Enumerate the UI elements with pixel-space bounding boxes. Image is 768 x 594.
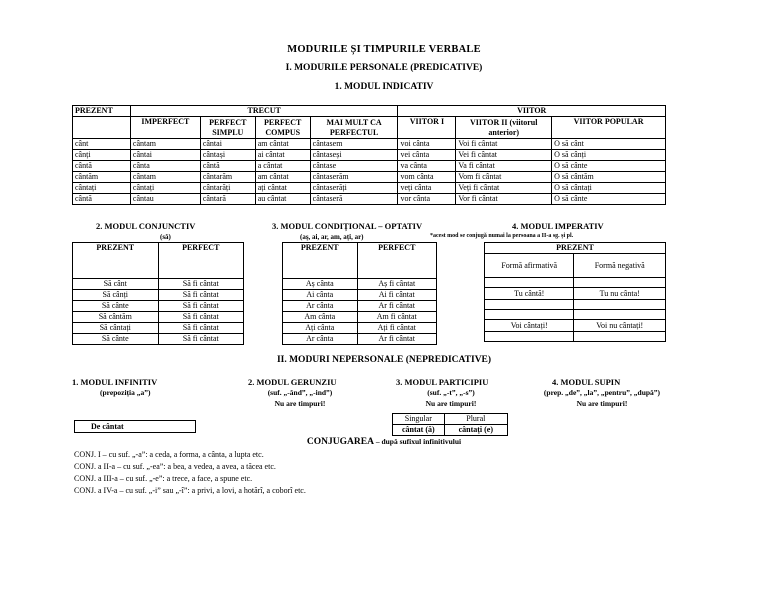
imperativ-afirmativ-header: Formă afirmativă [485, 254, 574, 278]
conditional-header-perfect: PERFECT [357, 243, 436, 279]
gerunziu-extra: Nu are timpuri! [274, 399, 326, 408]
header-trecut: TRECUT [130, 106, 398, 117]
conjunctiv-cell: Să fi cântat [158, 312, 244, 323]
participiu-extra: Nu are timpuri! [425, 399, 477, 408]
participiu-title: 3. MODUL PARTICIPIU [396, 377, 489, 387]
header-mai-mult-ca-perfectul: MAI MULT CA PERFECTUL [310, 117, 398, 139]
participiu-singular: cântat (ă) [393, 425, 445, 436]
indicativ-cell: O să cânt [552, 139, 666, 150]
imperativ-negativ-sg: Tu nu cânta! [574, 288, 666, 300]
conjunctiv-row [73, 323, 244, 334]
conjunctiv-header-prezent: PREZENT [73, 243, 159, 279]
indicativ-cell: cântă [73, 161, 131, 172]
indicativ-cell: cântai [130, 150, 200, 161]
participiu-header-singular: Singular [393, 414, 445, 425]
conditional-cell: Aș cânta [283, 279, 358, 290]
conjugarea-subtitle: – după sufixul infinitivului [373, 437, 462, 446]
conditional-row [283, 279, 437, 290]
conditional-row [283, 334, 437, 345]
indicativ-cell: ai cântat [255, 150, 310, 161]
indicativ-cell: cântam [130, 139, 200, 150]
indicativ-cell: cânt [73, 139, 131, 150]
conjunctiv-cell: Să fi cântat [158, 290, 244, 301]
indicativ-cell: am cântat [255, 172, 310, 183]
conjunctiv-row [73, 334, 244, 345]
indicativ-cell: cântau [130, 194, 200, 205]
indicativ-cell: Veți fi cântat [456, 183, 552, 194]
indicativ-row [73, 161, 666, 172]
conj-line-2: CONJ. a II-a – cu suf. „-ea”: a bea, a vedea, a avea, a tăcea etc. [74, 462, 276, 471]
indicativ-cell: cântasem [310, 139, 398, 150]
header-viitor-i: VIITOR I [398, 117, 456, 139]
indicativ-row [73, 172, 666, 183]
indicativ-row [73, 183, 666, 194]
indicativ-row [73, 139, 666, 150]
conditional-cell: Ar cânta [283, 334, 358, 345]
indicativ-cell: cântarăți [200, 183, 255, 194]
conjunctiv-cell: Să cântați [73, 323, 159, 334]
conditional-cell: Am cânta [283, 312, 358, 323]
indicativ-table [72, 105, 666, 205]
indicativ-cell: vom cânta [398, 172, 456, 183]
indicativ-cell: cânta [130, 161, 200, 172]
indicativ-cell: cântaseră [310, 194, 398, 205]
gerunziu-sub: (suf. „-ând”, „-ind”) [267, 388, 333, 397]
header-viitor-ii: VIITOR II (viitorul anterior) [456, 117, 552, 139]
participiu-plural: cântați (e) [444, 425, 507, 436]
conditional-row [283, 312, 437, 323]
indicativ-cell: O să cânte [552, 161, 666, 172]
indicativ-row [73, 150, 666, 161]
indicativ-cell: cântăm [73, 172, 131, 183]
imperativ-table [484, 242, 666, 342]
indicativ-cell: cântară [200, 194, 255, 205]
gerunziu-title: 2. MODUL GERUNZIU [248, 377, 337, 387]
indicativ-cell: cântaseși [310, 150, 398, 161]
conjunctiv-row [73, 312, 244, 323]
conditional-cell: Ai fi cântat [357, 290, 436, 301]
conjunctiv-table [72, 242, 244, 345]
header-viitor: VIITOR [398, 106, 666, 117]
indicativ-cell: veți cânta [398, 183, 456, 194]
indicativ-cell: Voi fi cântat [456, 139, 552, 150]
indicativ-cell: cânți [73, 150, 131, 161]
header-viitor-popular: VIITOR POPULAR [552, 117, 666, 139]
supin-title: 4. MODUL SUPIN [552, 377, 621, 387]
header-prezent: PREZENT [73, 106, 131, 117]
indicativ-cell: cântase [310, 161, 398, 172]
indicativ-cell: cântarăm [200, 172, 255, 183]
conj-line-1: CONJ. I – cu suf. „-a”: a ceda, a forma, a cânta, a lupta etc. [74, 450, 264, 459]
indicativ-cell: cântaserăți [310, 183, 398, 194]
imperativ-afirmativ-sg: Tu cântă! [485, 288, 574, 300]
page-title: MODURILE ȘI TIMPURILE VERBALE [287, 44, 481, 55]
conditional-cell: Am fi cântat [357, 312, 436, 323]
indicativ-cell: O să cântăm [552, 172, 666, 183]
indicativ-cell: cântam [130, 172, 200, 183]
conjunctiv-row [73, 279, 244, 290]
indicativ-cell: cântai [200, 139, 255, 150]
supin-extra: Nu are timpuri! [576, 399, 628, 408]
conjunctiv-cell: Să cânt [73, 279, 159, 290]
indicativ-cell: Va fi cântat [456, 161, 552, 172]
conditional-cell: Ai cânta [283, 290, 358, 301]
indicativ-row [73, 194, 666, 205]
conditional-marker: (aș, ai, ar, am, ați, ar) [300, 233, 364, 241]
conditional-row [283, 301, 437, 312]
indicativ-title: 1. MODUL INDICATIV [334, 82, 434, 92]
indicativ-cell: cântași [200, 150, 255, 161]
indicativ-cell: au cântat [255, 194, 310, 205]
conditional-row [283, 290, 437, 301]
indicativ-cell: O să cânți [552, 150, 666, 161]
infinitiv-box: De cântat [74, 420, 196, 433]
conjunctiv-cell: Să fi cântat [158, 301, 244, 312]
conjunctiv-cell: Să cânte [73, 334, 159, 345]
participiu-sub: (suf. „-t”, „-s”) [427, 388, 475, 397]
conditional-cell: Aș fi cântat [357, 279, 436, 290]
supin-sub: (prep. „de”, „la”, „pentru”, „după”) [543, 388, 661, 397]
conditional-row [283, 323, 437, 334]
conjunctiv-cell: Să fi cântat [158, 323, 244, 334]
indicativ-cell: va cânta [398, 161, 456, 172]
indicativ-cell: ați cântat [255, 183, 310, 194]
indicativ-cell: cântați [73, 183, 131, 194]
conditional-cell: Ar cânta [283, 301, 358, 312]
participiu-table [392, 413, 508, 436]
indicativ-cell: cântă [73, 194, 131, 205]
indicativ-cell: am cântat [255, 139, 310, 150]
participiu-header-plural: Plural [444, 414, 507, 425]
conj-line-3: CONJ. a III-a – cu suf. „-e”: a trece, a face, a spune etc. [74, 474, 253, 483]
imperativ-header-prezent: PREZENT [485, 243, 666, 254]
header-perfect-simplu: PERFECT SIMPLU [200, 117, 255, 139]
conjunctiv-row [73, 290, 244, 301]
indicativ-cell: voi cânta [398, 139, 456, 150]
infinitiv-sub: (prepoziția „a”) [100, 388, 151, 397]
section-personal-title: I. MODURILE PERSONALE (PREDICATIVE) [285, 63, 483, 73]
conjunctiv-row [73, 301, 244, 312]
header-perfect-compus: PERFECT COMPUS [255, 117, 310, 139]
indicativ-cell: Vom fi cântat [456, 172, 552, 183]
conj-line-4: CONJ. a IV-a – cu suf. „-i” sau „-î”: a privi, a lovi, a hotărî, a coborî etc. [74, 486, 306, 495]
conditional-header-prezent: PREZENT [283, 243, 358, 279]
indicativ-cell: vor cânta [398, 194, 456, 205]
conditional-table [282, 242, 437, 345]
indicativ-cell: Vei fi cântat [456, 150, 552, 161]
conjunctiv-cell: Să fi cântat [158, 279, 244, 290]
conjunctiv-cell: Să cântăm [73, 312, 159, 323]
conditional-cell: Ați fi cântat [357, 323, 436, 334]
imperativ-negativ-header: Formă negativă [574, 254, 666, 278]
indicativ-cell: O să cânte [552, 194, 666, 205]
imperativ-negativ-pl: Voi nu cântați! [574, 320, 666, 332]
imperativ-note: *acest mod se conjugă numai la persoana a II-a sg. și pl. [430, 233, 574, 239]
conjunctiv-header-perfect: PERFECT [158, 243, 244, 279]
conditional-cell: Ar fi cântat [357, 334, 436, 345]
section-nonpersonal-title: II. MODURI NEPERSONALE (NEPREDICATIVE) [276, 355, 492, 365]
conditional-cell: Ar fi cântat [357, 301, 436, 312]
indicativ-cell: O să cântați [552, 183, 666, 194]
infinitiv-title: 1. MODUL INFINITIV [72, 377, 158, 387]
imperativ-afirmativ-pl: Voi cântați! [485, 320, 574, 332]
indicativ-cell: cântaserăm [310, 172, 398, 183]
conditional-cell: Ați cânta [283, 323, 358, 334]
indicativ-cell: vei cânta [398, 150, 456, 161]
conjunctiv-cell: Să cânți [73, 290, 159, 301]
conjunctiv-cell: Să fi cântat [158, 334, 244, 345]
conjunctiv-cell: Să cânte [73, 301, 159, 312]
imperativ-title: 4. MODUL IMPERATIV [512, 221, 604, 231]
indicativ-cell: cântați [130, 183, 200, 194]
conjunctiv-marker: (să) [160, 233, 171, 241]
conjugarea-title: CONJUGAREA [306, 437, 374, 447]
indicativ-cell: Vor fi cântat [456, 194, 552, 205]
header-imperfect: IMPERFECT [130, 117, 200, 139]
conjugarea-heading [0, 437, 768, 447]
indicativ-cell: cântă [200, 161, 255, 172]
conjunctiv-title: 2. MODUL CONJUNCTIV [96, 221, 196, 231]
indicativ-cell: a cântat [255, 161, 310, 172]
conditional-title: 3. MODUL CONDIȚIONAL – OPTATIV [272, 221, 423, 231]
